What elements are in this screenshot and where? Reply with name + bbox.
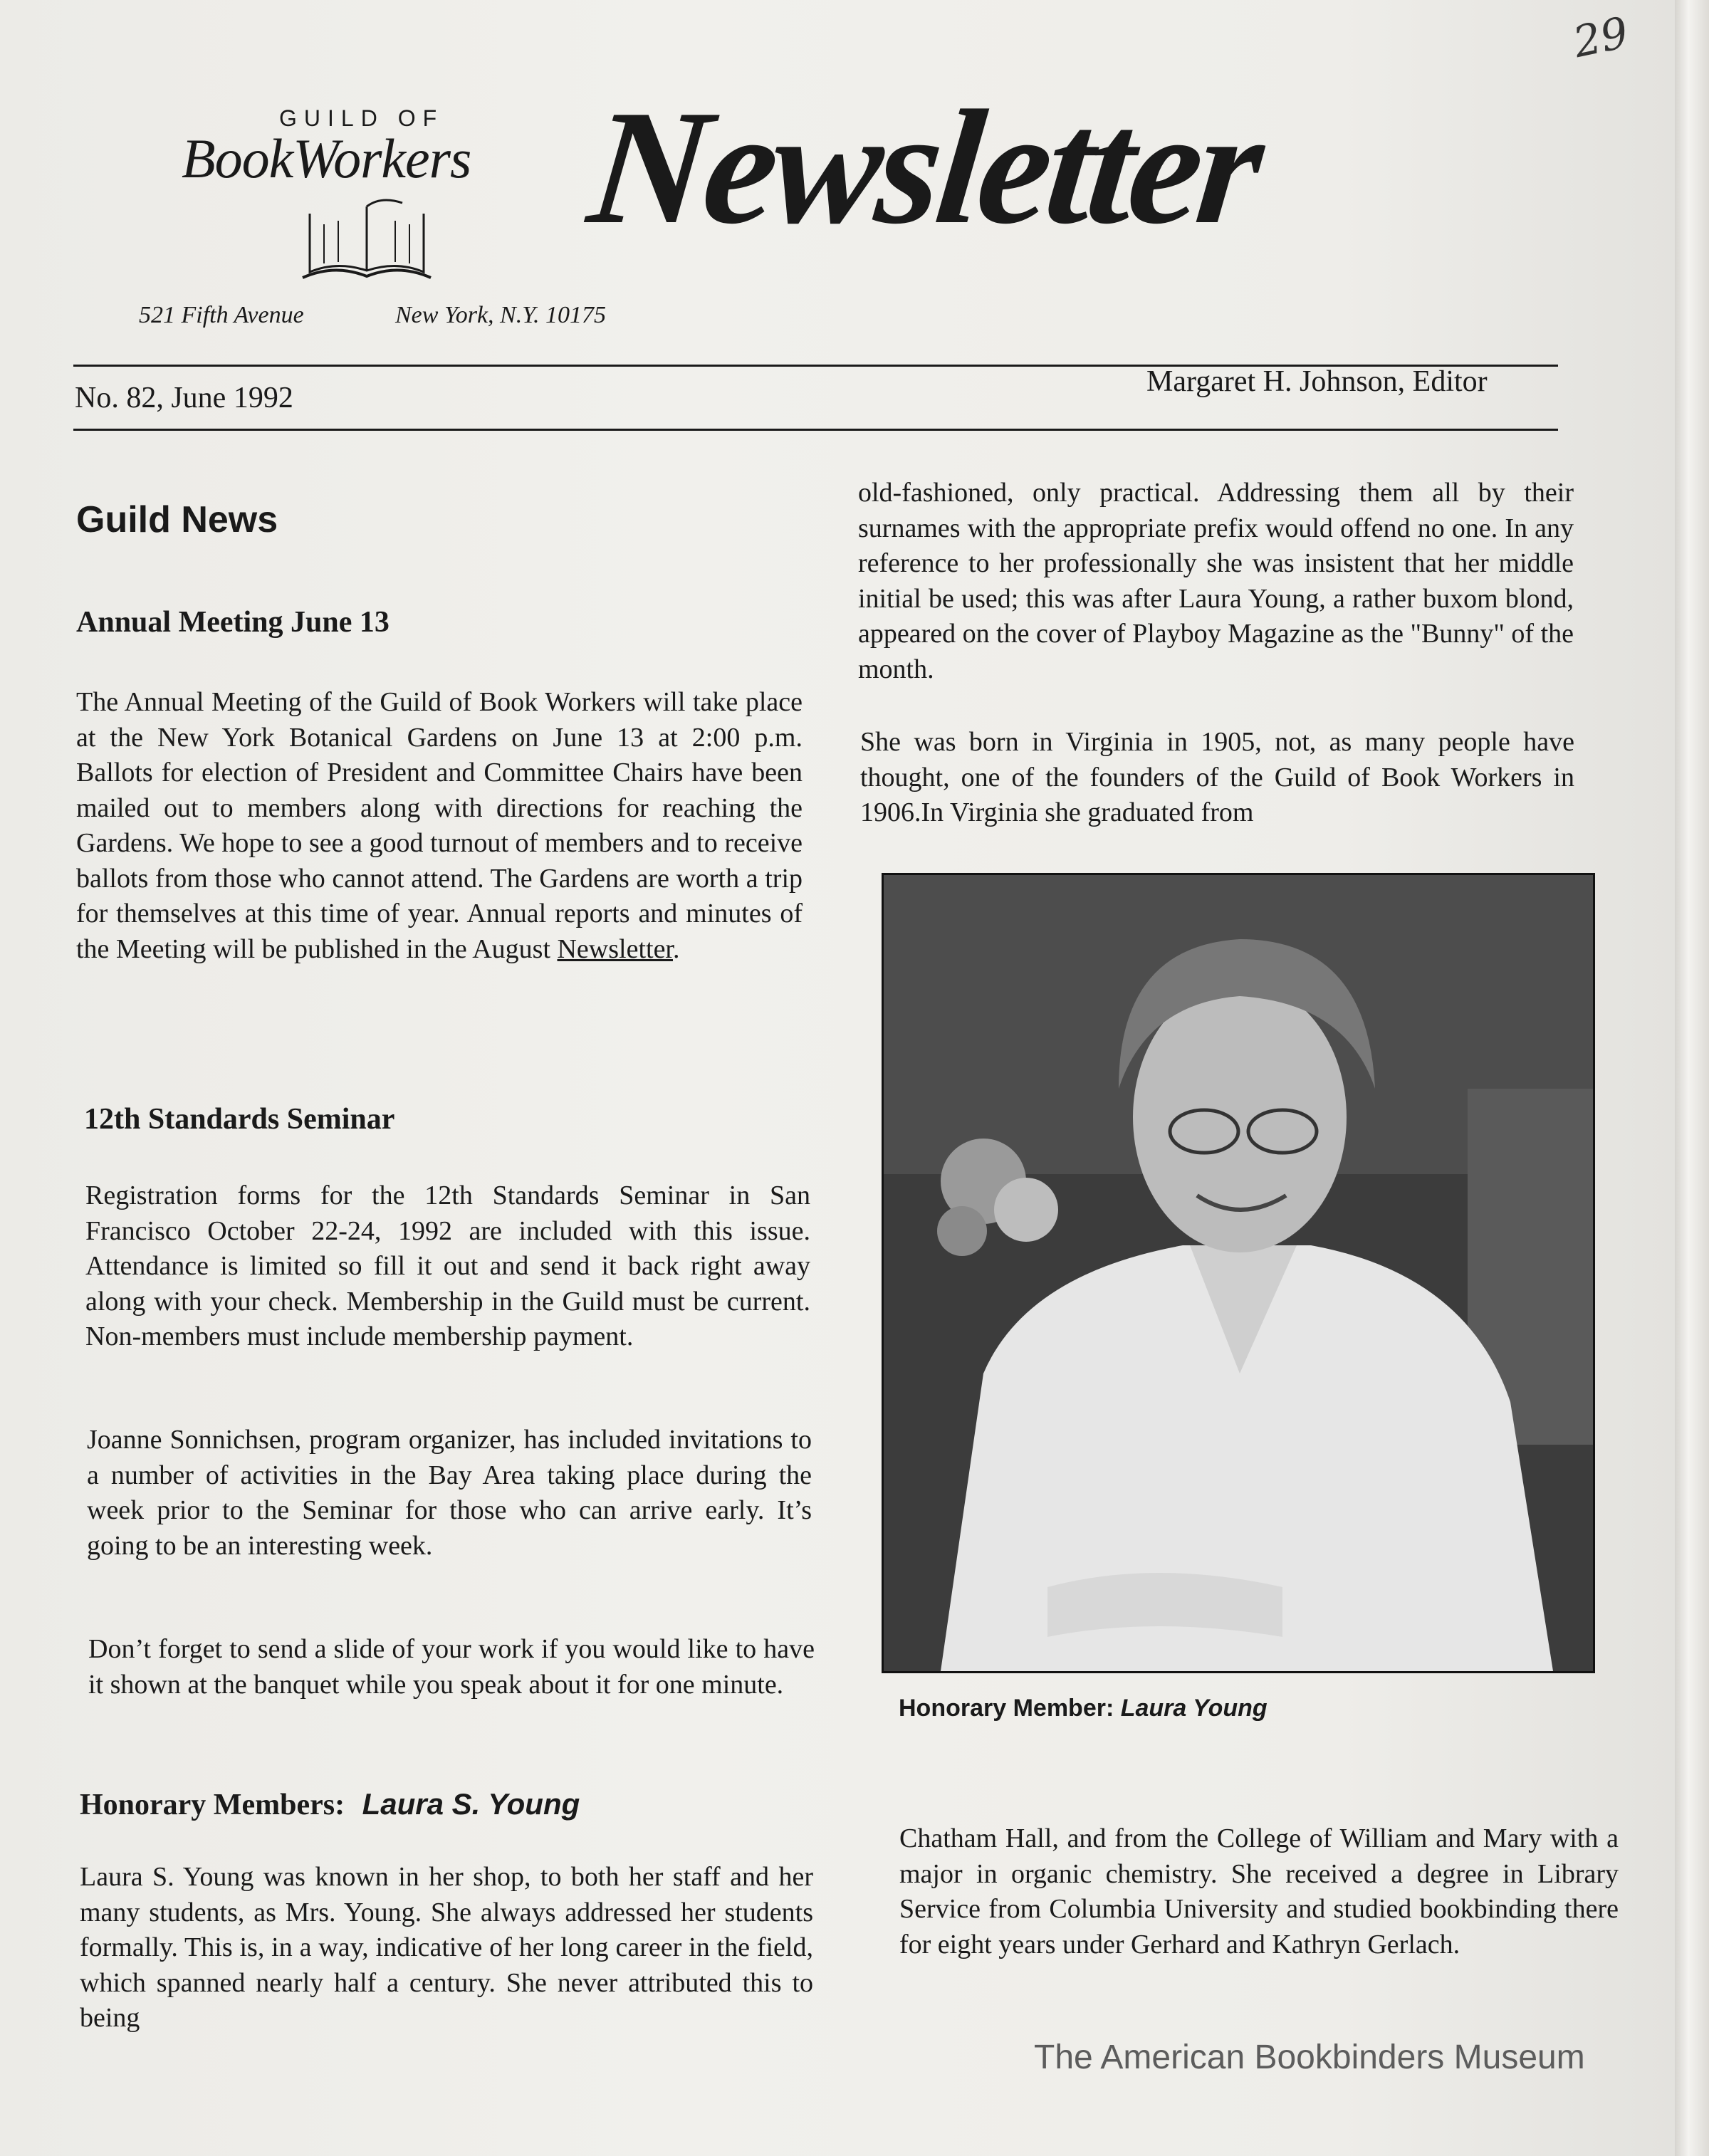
masthead-rule-bottom <box>73 429 1558 431</box>
editor-line: Margaret H. Johnson, Editor <box>1146 365 1488 398</box>
seminar-para-1 <box>85 1178 810 1355</box>
right-col-text-2: She was born in Virginia in 1905, not, as many people have thought, one of the founders of the Guild of Book Workers in 1906.In Virginia she graduated from <box>860 727 1574 827</box>
right-col-para-3 <box>899 1821 1619 1962</box>
seminar-text-3: Don’t forget to send a slide of your work if you would like to have it shown at the banquet while you speak about it for one minute. <box>88 1634 815 1700</box>
masthead-address-city: New York, N.Y. 10175 <box>395 302 607 328</box>
museum-watermark: The American Bookbinders Museum <box>1034 2039 1585 2076</box>
laura-young-photo <box>882 873 1595 1673</box>
seminar-para-2 <box>87 1423 812 1564</box>
annual-meeting-heading: Annual Meeting June 13 <box>76 606 390 639</box>
right-col-text-3: Chatham Hall, and from the College of William and Mary with a major in organic chemistry. She received a degree in Library Service from Columbia University and studied bookbinding there for eight years under Gerhard and Kathryn Gerlach. <box>899 1823 1619 1959</box>
honorary-heading <box>80 1787 580 1822</box>
seminar-heading: 12th Standards Seminar <box>84 1103 395 1136</box>
seminar-para-3 <box>88 1632 815 1702</box>
seminar-text-1: Registration forms for the 12th Standards Seminar in San Francisco October 22-24, 1992 are included with this issue. Attendance is limited so fill it out and send it back right away along with your check. Membership in the Guild must be current. Non-members must include membership payment. <box>85 1181 810 1351</box>
issue-line: No. 82, June 1992 <box>75 382 293 414</box>
seminar-text-2: Joanne Sonnichsen, program organizer, has included invitations to a number of activities in the Bay Area taking place during the week prior to the Seminar for those who can arrive early. It’s going to be an interesting week. <box>87 1425 812 1561</box>
page-edge <box>1675 0 1709 2156</box>
annual-meeting-body <box>76 685 803 967</box>
masthead-address-street: 521 Fifth Avenue <box>139 302 304 328</box>
masthead-org-name: BookWorkers <box>182 127 471 189</box>
masthead-guild-of: GUILD OF <box>279 105 444 131</box>
honorary-heading-prefix: Honorary Members: <box>80 1789 345 1821</box>
right-col-text-1: old-fashioned, only practical. Addressing them all by their surnames with the appropriate prefix would offend no one. In any reference to her professionally she was insistent that her middle initial be used; this was after Laura Young, a rather buxom blond, appeared on the cover of Playboy Magazine as the "Bunny" of the month. <box>858 478 1574 684</box>
newsletter-link[interactable]: Newsletter <box>557 933 673 964</box>
right-col-para-2 <box>860 725 1574 831</box>
right-col-para-1 <box>858 476 1574 687</box>
portrait-illustration <box>884 875 1593 1671</box>
photo-caption <box>899 1695 1268 1722</box>
honorary-text-1: Laura S. Young was known in her shop, to both her staff and her many students, as Mrs. Young. She always addressed her students formally. This is, in a way, indicative of her long career in the field, which spanned nearly half a century. She never attributed this to being <box>80 1862 813 2033</box>
open-book-icon <box>296 192 438 292</box>
section-title: Guild News <box>76 499 278 540</box>
photo-caption-name: Laura Young <box>1120 1695 1268 1722</box>
honorary-para-1 <box>80 1860 813 2036</box>
annual-meeting-end: . <box>673 933 680 964</box>
masthead-title: Newsletter <box>581 76 1268 258</box>
honorary-heading-name: Laura S. Young <box>362 1787 580 1821</box>
annual-meeting-text: The Annual Meeting of the Guild of Book Workers will take place at the New York Botanical Gardens on June 13 at 2:00 p.m. Ballots for election of President and Committee Chairs have been mailed out to members along with directions for reaching the Gardens. We hope to see a good turnout of members and to receive ballots from those who cannot attend. The Gardens are worth a trip for themselves at this time of year. Annual reports and minutes of the Meeting will be published in the August <box>76 687 803 964</box>
photo-caption-prefix: Honorary Member: <box>899 1695 1114 1722</box>
corner-mark: 29 <box>1569 7 1633 68</box>
